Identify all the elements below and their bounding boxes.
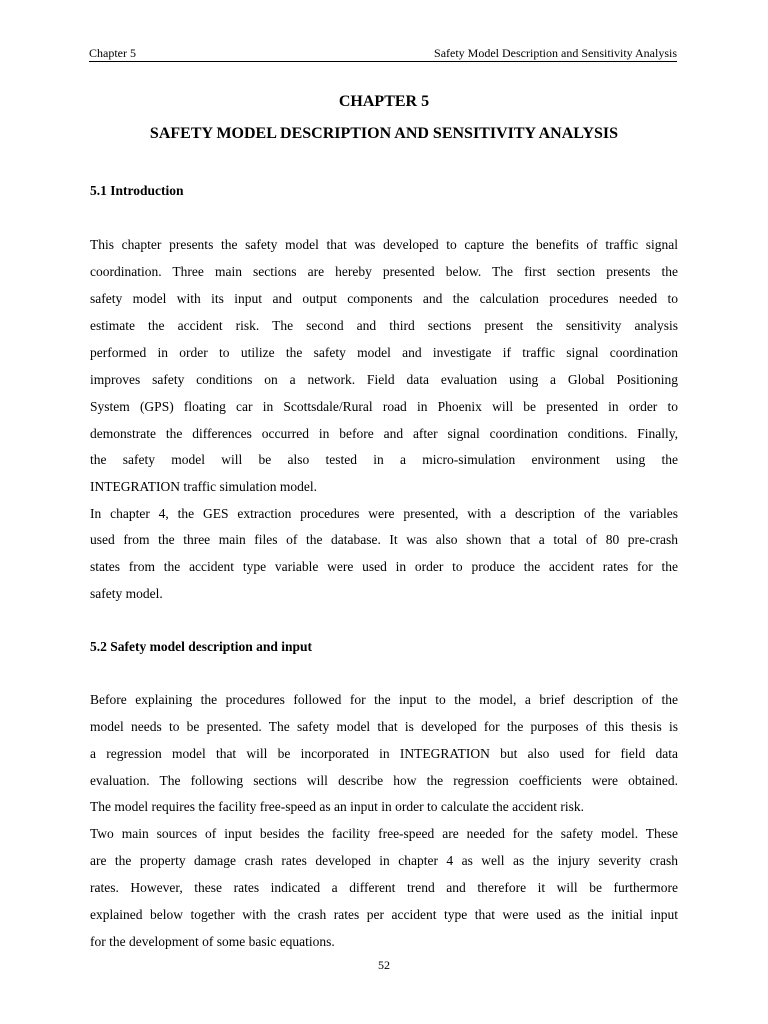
paragraph-line: a regression model that will be incorporated in INTEGRATION but also used for field data: [90, 746, 678, 761]
paragraph-line: INTEGRATION traffic simulation model.: [90, 479, 317, 494]
paragraph-line: System (GPS) floating car in Scottsdale/Rural road in Phoenix will be presented in order to: [90, 399, 678, 414]
paragraph-line: used from the three main files of the database. It was also shown that a total of 80 pre-crash: [90, 532, 678, 547]
paragraph-line: states from the accident type variable were used in order to produce the accident rates for the: [90, 559, 678, 574]
section-heading-introduction: 5.1 Introduction: [90, 183, 184, 198]
chapter-number: CHAPTER 5: [338, 93, 430, 110]
paragraph-line: evaluation. The following sections will describe how the regression coefficients were obtained.: [90, 773, 678, 788]
header-chapter-title: Safety Model Description and Sensitivity Analysis: [434, 46, 677, 60]
paragraph-line: safety model with its input and output components and the calculation procedures needed to: [90, 291, 678, 306]
paragraph-line: The model requires the facility free-speed as an input in order to calculate the accident risk.: [90, 799, 585, 814]
header-chapter-label: Chapter 5: [89, 46, 136, 60]
paragraph-line: demonstrate the differences occurred in before and after signal coordination conditions. Finally,: [90, 426, 678, 441]
paragraph-line: explained below together with the crash rates per accident type that were used as the initial input: [90, 907, 678, 922]
paragraph-line: are the property damage crash rates developed in chapter 4 as well as the injury severity crash: [90, 853, 678, 868]
paragraph-line: model needs to be presented. The safety model that is developed for the purposes of this thesis is: [90, 719, 678, 734]
paragraph-line: In chapter 4, the GES extraction procedures were presented, with a description of the variables: [90, 506, 678, 521]
paragraph-line: estimate the accident risk. The second and third sections present the sensitivity analysis: [90, 318, 678, 333]
section-heading-model-description: 5.2 Safety model description and input: [90, 639, 313, 654]
paragraph-line: safety model.: [90, 586, 163, 601]
paragraph-line: This chapter presents the safety model that was developed to capture the benefits of traffic signal: [90, 237, 678, 252]
running-header: [89, 45, 677, 62]
paragraph-line: for the development of some basic equations.: [90, 934, 335, 949]
paragraph-line: coordination. Three main sections are hereby presented below. The first section presents the: [90, 264, 678, 279]
paragraph-line: the safety model will be also tested in a micro-simulation environment using the: [90, 452, 678, 467]
paragraph-line: performed in order to utilize the safety model and investigate if traffic signal coordination: [90, 345, 678, 360]
chapter-title: SAFETY MODEL DESCRIPTION AND SENSITIVITY ANALYSIS: [149, 125, 619, 142]
paragraph-line: improves safety conditions on a network. Field data evaluation using a Global Positioning: [90, 372, 678, 387]
paragraph-line: rates. However, these rates indicated a different trend and therefore it will be furthermore: [90, 880, 678, 895]
paragraph-line: Two main sources of input besides the facility free-speed are needed for the safety model. These: [90, 826, 678, 841]
paragraph-line: Before explaining the procedures followed for the input to the model, a brief description of the: [90, 692, 678, 707]
page-number: 52: [378, 958, 390, 972]
